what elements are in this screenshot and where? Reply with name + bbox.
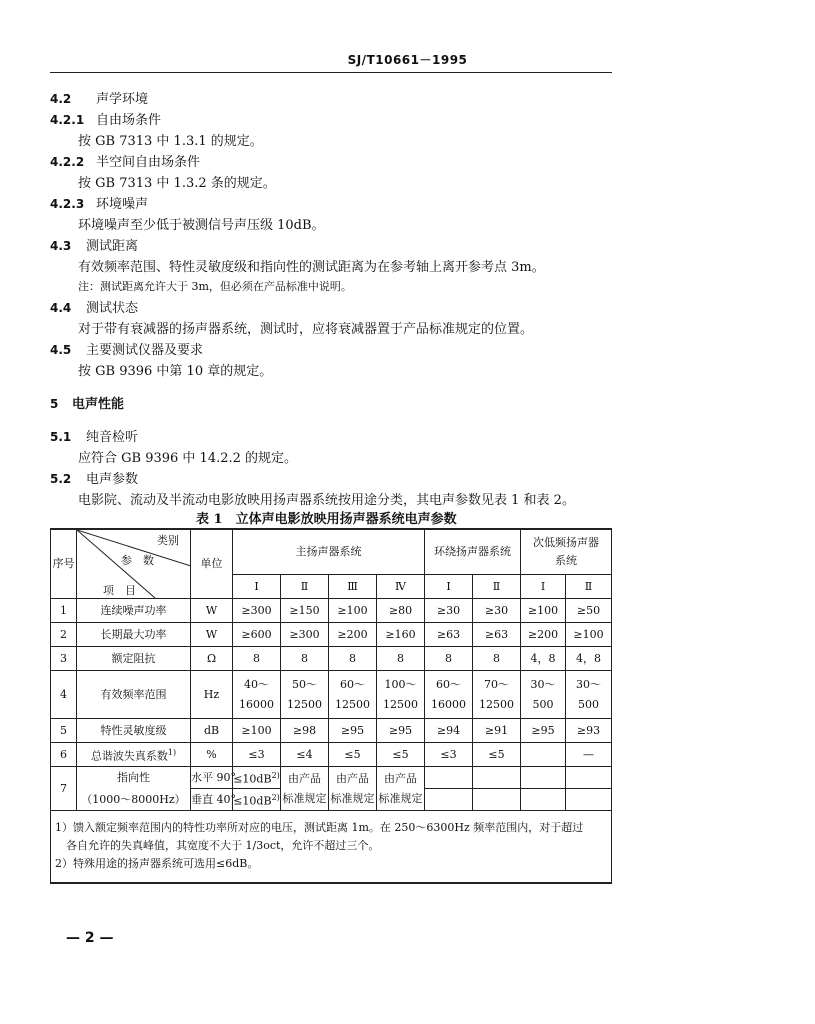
section-5-2: 5.2 电声参数: [50, 472, 139, 487]
cell: ≥95: [329, 719, 377, 743]
cell: 4，8: [566, 647, 612, 671]
cell: 30～ 500: [566, 671, 612, 719]
cell: 8: [377, 647, 425, 671]
document-header: SJ/T10661－1995: [347, 53, 468, 67]
cell: ≥100: [566, 623, 612, 647]
col-surround-1: Ⅰ: [425, 575, 473, 599]
paragraph: 电影院、流动及半流动电影放映用扬声器系统按用途分类，其电声参数见表 1 和表 2。: [78, 493, 575, 508]
paragraph: 环境噪声至少低于被测信号声压级 10dB。: [78, 218, 325, 233]
page-number: — 2 —: [66, 930, 114, 946]
paragraph: 应符合 GB 9396 中 14.2.2 的规定。: [78, 451, 298, 466]
cell: ≥30: [425, 599, 473, 623]
row-unit: %: [191, 743, 233, 767]
header-item: 项 目: [103, 584, 136, 597]
note: 注：测试距离允许大于 3m，但必须在产品标准中说明。: [78, 280, 352, 293]
cell: 60～ 12500: [329, 671, 377, 719]
row-number: 3: [51, 647, 77, 671]
row-number: 6: [51, 743, 77, 767]
col-sub-1: Ⅰ: [521, 575, 566, 599]
cell: [473, 767, 521, 789]
row-number: 5: [51, 719, 77, 743]
cell: ≥200: [329, 623, 377, 647]
cell: ≥95: [377, 719, 425, 743]
cell: 8: [329, 647, 377, 671]
table-caption: 表 1 立体声电影放映用扬声器系统电声参数: [196, 512, 457, 527]
row-unit: W: [191, 599, 233, 623]
row-name: 长期最大功率: [77, 623, 191, 647]
footnote-cell: [51, 811, 612, 883]
cell: ≥300: [233, 599, 281, 623]
cell: 60～ 16000: [425, 671, 473, 719]
row-name: 指向性 （1000～8000Hz）: [77, 767, 191, 811]
section-4-2-3: 4.2.3 环境噪声: [50, 197, 149, 212]
cell: ≤5: [377, 743, 425, 767]
cell: 8: [233, 647, 281, 671]
cell: ≥160: [377, 623, 425, 647]
col-sub-2: Ⅱ: [566, 575, 612, 599]
cell: —: [566, 743, 612, 767]
cell: [521, 743, 566, 767]
row-name: 特性灵敏度级: [77, 719, 191, 743]
paragraph: 按 GB 7313 中 1.3.2 条的规定。: [78, 176, 276, 191]
cell: ≥63: [473, 623, 521, 647]
cell: ≥93: [566, 719, 612, 743]
cell: 70～ 12500: [473, 671, 521, 719]
section-4-4: 4.4 测试状态: [50, 301, 139, 316]
col-main-1: Ⅰ: [233, 575, 281, 599]
cell: ≤4: [281, 743, 329, 767]
cell: ≥100: [329, 599, 377, 623]
paragraph: 有效频率范围、特性灵敏度级和指向性的测试距离为在参考轴上离开参考点 3m。: [78, 260, 545, 275]
cell: ≥300: [281, 623, 329, 647]
table-row: [51, 743, 612, 767]
row-name: 有效频率范围: [77, 671, 191, 719]
cell: ≤3: [233, 743, 281, 767]
cell: ≤5: [329, 743, 377, 767]
row-unit: Hz: [191, 671, 233, 719]
table-footnotes: [51, 811, 612, 883]
cell: $\le 10dB^{2)}$: [233, 767, 281, 789]
section-4-2-2: 4.2.2 半空间自由场条件: [50, 155, 201, 170]
cell: 8: [281, 647, 329, 671]
row-number: 1: [51, 599, 77, 623]
header-unit: 单位: [191, 529, 233, 599]
cell: [473, 789, 521, 811]
row-name: 总谐波失真系数$^{1)}$: [77, 743, 191, 767]
col-main-2: Ⅱ: [281, 575, 329, 599]
header-rule: [50, 72, 612, 73]
header-main-system: 主扬声器系统: [233, 529, 425, 575]
parameters-table: [50, 528, 612, 884]
cell: ≥150: [281, 599, 329, 623]
cell: 由产品 标准规定: [377, 767, 425, 811]
header-sub-system: 次低频扬声器系统: [521, 529, 612, 575]
header-diagonal-cell: [77, 529, 191, 599]
cell: 由产品 标准规定: [281, 767, 329, 811]
paragraph: 对于带有衰减器的扬声器系统，测试时，应将衰减器置于产品标准规定的位置。: [78, 322, 534, 337]
cell: [566, 789, 612, 811]
row-unit: W: [191, 623, 233, 647]
cell: 40～ 16000: [233, 671, 281, 719]
header-seq: 序号: [51, 529, 77, 599]
section-5-1: 5.1 纯音检听: [50, 430, 139, 445]
cell: [425, 767, 473, 789]
cell: 由产品 标准规定: [329, 767, 377, 811]
cell: ≥30: [473, 599, 521, 623]
vertical-label: 垂直 40°: [191, 789, 233, 811]
paragraph: 按 GB 9396 中第 10 章的规定。: [78, 364, 273, 379]
cell: ≥100: [233, 719, 281, 743]
table-row: [51, 719, 612, 743]
cell: ≥50: [566, 599, 612, 623]
row-unit: Ω: [191, 647, 233, 671]
table-row: [51, 623, 612, 647]
row-number: 7: [51, 767, 77, 811]
header-category: 类别: [157, 534, 179, 547]
section-5: 5 电声性能: [50, 397, 125, 412]
paragraph: 按 GB 7313 中 1.3.1 的规定。: [78, 134, 263, 149]
section-4-2: 4.2 声学环境: [50, 92, 149, 107]
cell: ≥100: [521, 599, 566, 623]
row-number: 4: [51, 671, 77, 719]
row-name: 连续噪声功率: [77, 599, 191, 623]
cell: 8: [425, 647, 473, 671]
footnote-2: 2）特殊用途的扬声器系统可选用≤6dB。: [55, 857, 259, 871]
table-row: [51, 647, 612, 671]
cell: ≥600: [233, 623, 281, 647]
cell: [521, 767, 566, 789]
cell: ≥200: [521, 623, 566, 647]
cell: ≥91: [473, 719, 521, 743]
col-surround-2: Ⅱ: [473, 575, 521, 599]
col-main-3: Ⅲ: [329, 575, 377, 599]
header-surround-system: 环绕扬声器系统: [425, 529, 521, 575]
col-main-4: Ⅳ: [377, 575, 425, 599]
cell: [425, 789, 473, 811]
row-number: 2: [51, 623, 77, 647]
cell: $\le 10dB^{2)}$: [233, 789, 281, 811]
footnote-1-cont: 各自允许的失真峰值，其宽度不大于 1/3oct，允许不超过三个。: [55, 839, 380, 853]
table-row-directivity: [51, 767, 612, 789]
cell: [521, 789, 566, 811]
cell: 100～ 12500: [377, 671, 425, 719]
table-row: [51, 671, 612, 719]
cell: ≤3: [425, 743, 473, 767]
section-4-2-1: 4.2.1 自由场条件: [50, 113, 162, 128]
cell: 30～ 500: [521, 671, 566, 719]
cell: ≥63: [425, 623, 473, 647]
row-name: 额定阻抗: [77, 647, 191, 671]
section-4-3: 4.3 测试距离: [50, 239, 139, 254]
row-unit: dB: [191, 719, 233, 743]
table-row: [51, 599, 612, 623]
footnote-1: 1）馈入额定频率范围内的特性功率所对应的电压，测试距离 1m。在 250～6300Hz 频率范围内，对于超过: [55, 821, 584, 835]
cell: 4，8: [521, 647, 566, 671]
cell: ≤5: [473, 743, 521, 767]
cell: ≥98: [281, 719, 329, 743]
horizontal-label: 水平 90°: [191, 767, 233, 789]
cell: ≥80: [377, 599, 425, 623]
header-param: 参 数: [121, 554, 154, 567]
cell: [566, 767, 612, 789]
cell: ≥95: [521, 719, 566, 743]
cell: 50～ 12500: [281, 671, 329, 719]
cell: 8: [473, 647, 521, 671]
cell: ≥94: [425, 719, 473, 743]
section-4-5: 4.5 主要测试仪器及要求: [50, 343, 204, 358]
